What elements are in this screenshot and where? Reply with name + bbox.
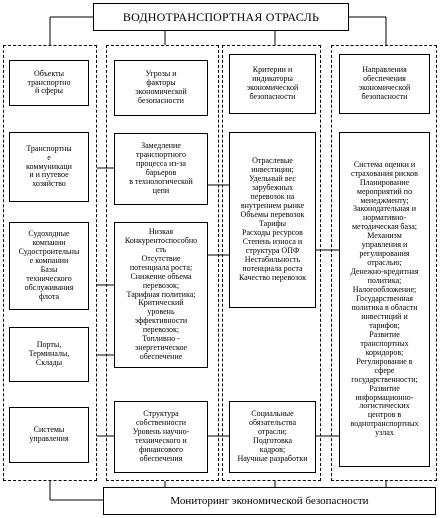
threats-item-ownership: Структура собственности Уровень научно- технического и финансового обеспечения (114, 401, 208, 473)
criteria-header-label: Критерии и индикаторы экономической безопасности (246, 65, 299, 101)
criteria-item-indicators: Отраслевые инвестиции; Удельный вес зарубежных перевозок на внутреннем рынке Объемы перевозок Тарифы Расходы ресурсов Степень износа и структура ОПФ Нестабильность потенциала роста Качество перевозок (229, 132, 316, 308)
threats-header (114, 60, 208, 116)
objects-header (9, 60, 89, 106)
directions-header (339, 54, 430, 114)
diagram-title: ВОДНОТРАНСПОРТНАЯ ОТРАСЛЬ (93, 3, 349, 31)
objects-item-transport-communications: Транспортны е коммуникаци и и путевое хозяйство (9, 132, 89, 202)
directions-header-label: Направления обеспечения экономической безопасности (358, 65, 411, 101)
objects-item-shipping-companies: Судоходные компании Судостроительны е компании Базы технического обслуживания флота (9, 222, 89, 310)
threats-item-competitiveness: Низкая Конкурентоспособно сть Отсутствие потенциала роста; Снижение объема перевозок; Тарифная политика; Критический уровень эффективности перевозок; Топливно - энергетическое обеспечение (114, 222, 208, 368)
monitoring-box: Мониторинг экономической безопасности (103, 487, 436, 515)
threats-header-label: Угрозы и факторы экономической безопасности (135, 69, 187, 105)
criteria-item-social: Социальные обязательства отрасли; Подготовка кадров; Научные разработки (229, 401, 316, 473)
objects-item-ports: Порты, Терминалы, Склады (9, 327, 89, 382)
threats-item-slowdown: Замедление транспортного процесса из-за барьеров в технологической цепи (114, 133, 208, 205)
objects-header-label: Объекты транспортно й сферы (27, 68, 71, 96)
directions-item-measures: Система оценки и страхования рисков Планирование мероприятий по менеджменту; Законодательная и нормативно- методическая база; Механизм управления и регулирования отраслью; Денежно-кредитная политика; Налогообложение; Государственная политика в области инвестиций и тарифов; Развитие транспортных коридоров; Регулирование в сфере государственности; Развитие информационно- логистических центров в воднотранспортных узлах (339, 132, 430, 467)
criteria-header (229, 54, 316, 114)
objects-item-management-systems: Системы управления (9, 407, 89, 463)
